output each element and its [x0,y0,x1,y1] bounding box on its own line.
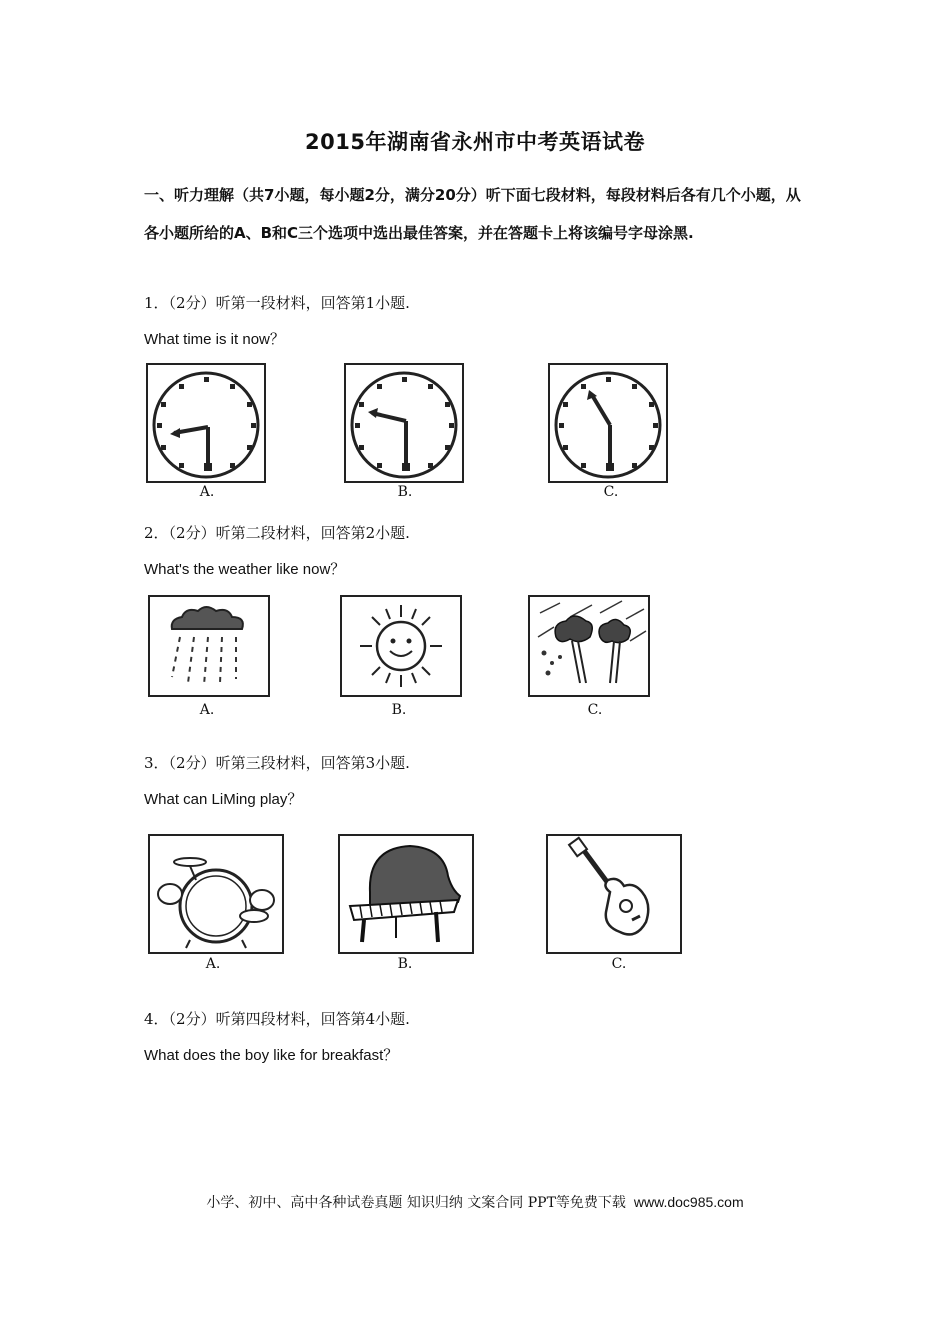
question-2-options [144,592,664,720]
page-footer [0,1192,950,1212]
footer-link[interactable]: www.doc985.com [633,1194,744,1210]
option-c-label: C. [611,956,627,972]
question-3-text: What can LiMing play？ [144,791,303,808]
option-a-label: A. [205,956,221,972]
option-b-sun-icon[interactable] [340,595,462,697]
question-1-options [144,360,684,502]
option-a-drum-icon[interactable] [148,834,284,954]
option-b-label: B. [397,484,413,500]
option-c-label: C. [587,702,603,718]
page-title: 2015年湖南省永州市中考英语试卷 [305,130,645,154]
option-c-label: C. [603,484,619,500]
option-a-rain-cloud-icon[interactable] [148,595,270,697]
question-4-text: What does the boy like for breakfast？ [144,1047,399,1064]
option-a-label: A. [199,484,215,500]
option-b-label: B. [391,702,407,718]
option-b-piano-icon[interactable] [338,834,474,954]
question-1-head: 1．（2分）听第一段材料，回答第1小题. [144,294,410,312]
option-b-clock-icon[interactable] [344,363,464,483]
option-b-label: B. [397,956,413,972]
option-c-clock-icon[interactable] [548,363,668,483]
section-heading: 一、听力理解（共7小题，每小题2分，满分20分）听下面七段材料，每段材料后各有几个小题，从各小题所给的A、B和C三个选项中选出最佳答案，并在答题卡上将该编号字母涂黑. [144,186,801,242]
footer-text: 小学、初中、高中各种试卷真题 知识归纳 文案合同 PPT等免费下载 [206,1195,626,1211]
question-3-head: 3．（2分）听第三段材料，回答第3小题. [144,754,410,772]
option-a-clock-icon[interactable] [146,363,266,483]
option-c-guitar-icon[interactable] [546,834,682,954]
option-c-windy-trees-icon[interactable] [528,595,650,697]
question-2-text: What's the weather like now？ [144,561,346,578]
question-4-head: 4．（2分）听第四段材料，回答第4小题. [144,1010,410,1028]
question-2-head: 2．（2分）听第二段材料，回答第2小题. [144,524,410,542]
question-3-options [144,826,689,976]
option-a-label: A. [199,702,215,718]
question-1-text: What time is it now？ [144,331,285,348]
